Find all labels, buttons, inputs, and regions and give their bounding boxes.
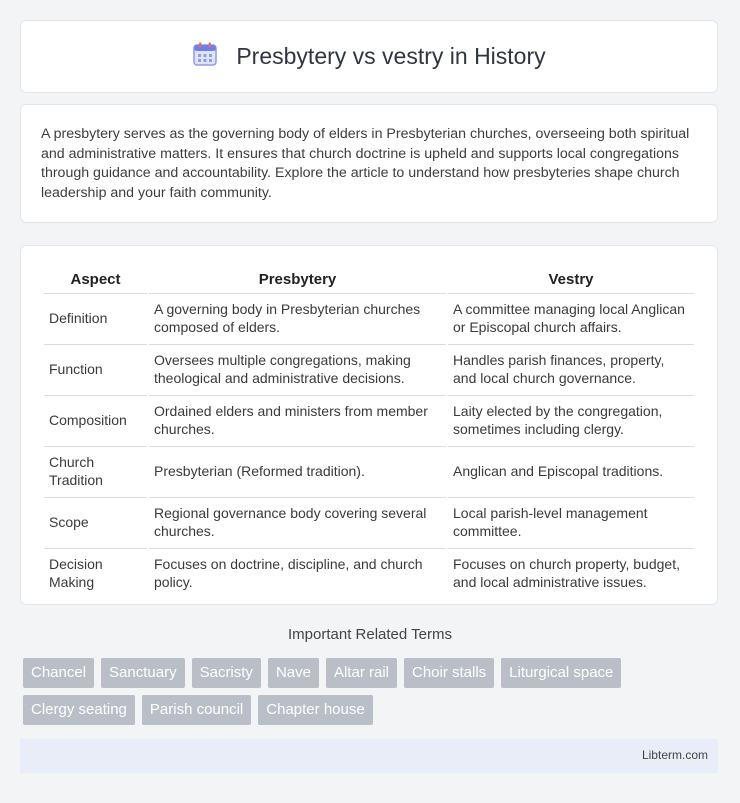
related-term-tag[interactable]: Nave <box>268 658 319 688</box>
table-cell: Focuses on doctrine, discipline, and church policy. <box>149 548 446 597</box>
header-card <box>20 20 718 93</box>
footer-site-link[interactable]: Libterm.com <box>641 748 708 762</box>
table-cell: Definition <box>44 293 147 342</box>
table-cell: A governing body in Presbyterian churches composed of elders. <box>149 293 446 342</box>
column-header: Vestry <box>548 271 594 288</box>
table-row <box>44 497 694 546</box>
table-cell: Ordained elders and ministers from member churches. <box>149 395 446 444</box>
page-title: Presbytery vs vestry in History <box>236 43 546 69</box>
intro-card <box>20 104 718 223</box>
table-row <box>44 293 694 342</box>
table-cell: Regional governance body covering several churches. <box>149 497 446 546</box>
column-header: Aspect <box>70 271 121 288</box>
table-cell: Anglican and Episcopal traditions. <box>448 446 694 495</box>
related-term-tag[interactable]: Liturgical space <box>501 658 621 688</box>
related-term-tag[interactable]: Parish council <box>142 695 251 725</box>
table-cell: Scope <box>44 497 147 546</box>
table-row <box>44 344 694 393</box>
related-term-tag[interactable]: Clergy seating <box>23 695 135 725</box>
related-terms-list <box>23 658 683 725</box>
table-row <box>44 446 694 495</box>
related-term-tag[interactable]: Altar rail <box>326 658 397 688</box>
table-row <box>44 548 694 597</box>
table-header-row <box>44 268 694 291</box>
table-cell: Laity elected by the congregation, sometimes including clergy. <box>448 395 694 444</box>
table-cell: Local parish-level management committee. <box>448 497 694 546</box>
table-row <box>44 395 694 444</box>
intro-text: A presbytery serves as the governing body of elders in Presbyterian churches, overseeing both spiritual and administrative matters. It ensures that church doctrine is upheld and supports local congregations through guidance and accountability. Explore the article to understand how presbyteries shape church leadership and your faith community. <box>41 126 690 201</box>
table-cell: Composition <box>44 395 147 444</box>
calendar-icon <box>192 41 218 72</box>
comparison-table-card <box>20 245 718 605</box>
comparison-table <box>42 266 696 599</box>
related-term-tag[interactable]: Sanctuary <box>101 658 185 688</box>
related-term-tag[interactable]: Chapter house <box>258 695 372 725</box>
table-cell: Presbyterian (Reformed tradition). <box>149 446 446 495</box>
related-terms-title: Important Related Terms <box>288 626 452 643</box>
table-cell: A committee managing local Anglican or Episcopal church affairs. <box>448 293 694 342</box>
table-cell: Handles parish finances, property, and local church governance. <box>448 344 694 393</box>
table-cell: Function <box>44 344 147 393</box>
related-term-tag[interactable]: Choir stalls <box>404 658 494 688</box>
table-cell: Decision Making <box>44 548 147 597</box>
table-cell: Oversees multiple congregations, making theological and administrative decisions. <box>149 344 446 393</box>
related-term-tag[interactable]: Sacristy <box>192 658 261 688</box>
footer <box>20 739 718 773</box>
table-cell: Focuses on church property, budget, and local administrative issues. <box>448 548 694 597</box>
column-header: Presbytery <box>258 271 337 288</box>
table-cell: Church Tradition <box>44 446 147 495</box>
related-term-tag[interactable]: Chancel <box>23 658 94 688</box>
